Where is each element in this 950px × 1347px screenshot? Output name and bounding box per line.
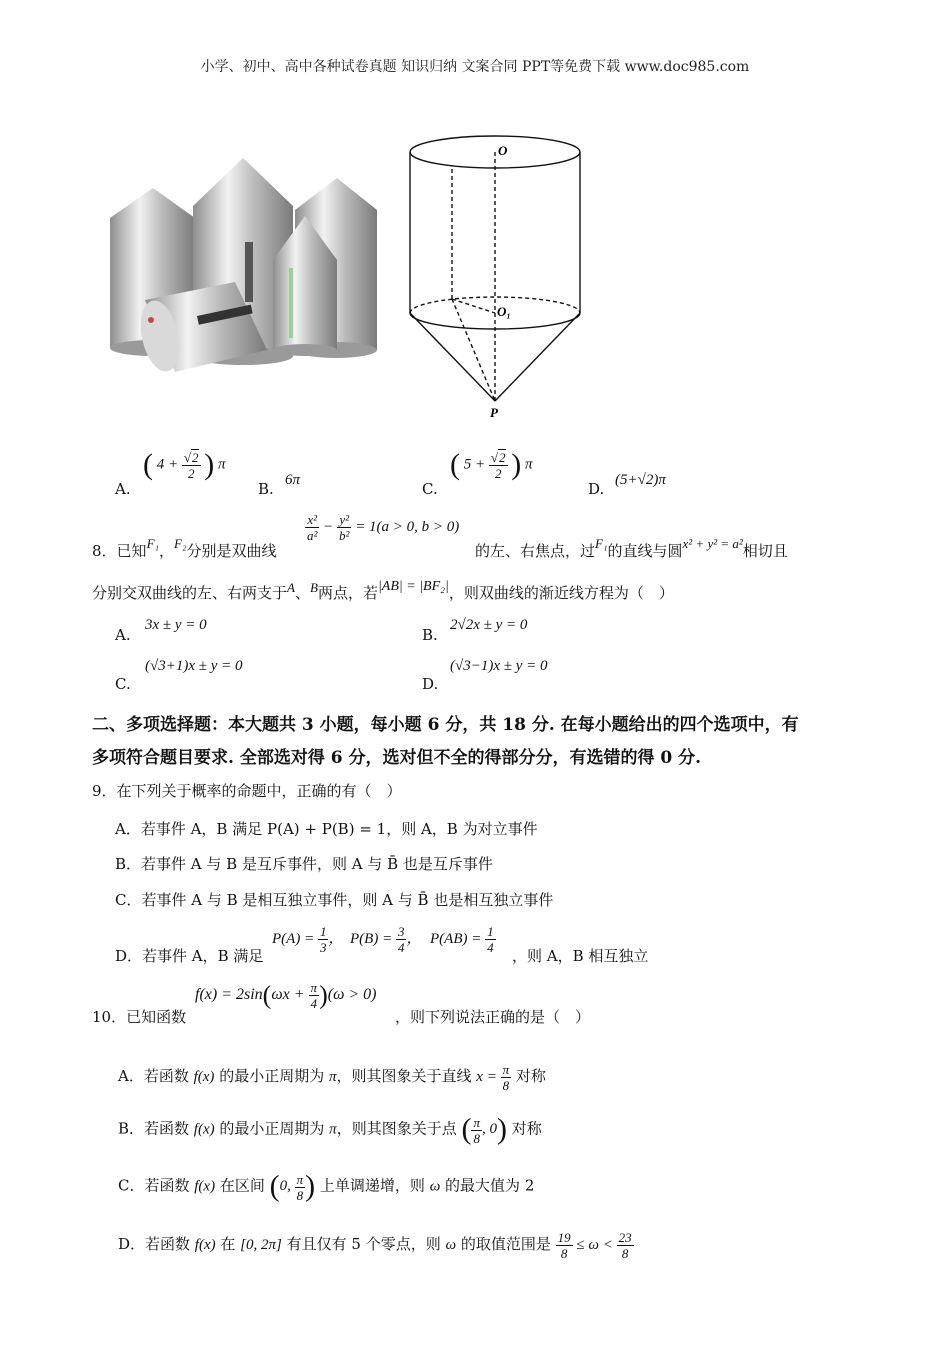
q9-d-pab: P(AB) = $\frac{1}{4}$ [430, 924, 494, 955]
q9-d-pa: P(A) = $\frac{1}{3}$ ， [272, 924, 344, 955]
q10-stem-pre: 10．已知函数 [92, 1008, 187, 1026]
q8-option-a-value: 3x ± y = 0 [145, 617, 207, 633]
silo-photo [105, 150, 390, 385]
radius-line [452, 299, 495, 313]
q8-option-d-label: D. [422, 675, 439, 693]
q7-option-b-value: 6π [285, 472, 301, 488]
q10-option-c: C．若函数 f(x) 在区间 (0, $\frac{\pi}{8}$ ) 上单调递增，则 ω 的最大值为 2 [118, 1170, 535, 1203]
q8-stem-line1: 8．已知F₁，F₂分别是双曲线 [92, 536, 277, 560]
q7-option-b-label: B. [258, 480, 274, 498]
label-O1: O₁ [497, 304, 511, 319]
q10-function: f(x) = 2sin(ωx + $\frac{\pi}{4}$ )(ω > 0) [195, 980, 377, 1011]
q10-option-b: B．若函数 f(x) 的最小正周期为 π，则其图象关于点 ( $\frac{\pi}{8}$ , 0) 对称 [118, 1113, 542, 1146]
hidden-slant [452, 299, 495, 401]
label-O: O [498, 143, 508, 158]
q10-option-a: A．若函数 f(x) 的最小正周期为 π，则其图象关于直线 x = $\frac{\pi}{8}$ 对称 [118, 1062, 546, 1093]
q7-option-c-label: C. [422, 480, 438, 498]
q9-option-c: C．若事件 A 与 B 是相互独立事件，则 A 与 B̄ 也是相互独立事件 [115, 891, 554, 909]
q7-option-d-value: (5+√2)π [615, 472, 666, 488]
q9-option-a: A．若事件 A，B 满足 P(A) + P(B) = 1，则 A，B 为对立事件 [115, 820, 538, 838]
section-2-heading-line1: 二、多项选择题：本大题共 3 小题，每小题 6 分，共 18 分. 在每小题给出的四个选项中，有 [92, 715, 799, 735]
q10-option-d: D．若函数 f(x) 在 [0, 2π] 有且仅有 5 个零点，则 ω 的取值范围是 $\frac{19}{8}$ ≤ ω < $\frac{23}{8}$ [118, 1230, 632, 1261]
q9-option-b: B．若事件 A 与 B 是互斥事件，则 A 与 B̄ 也是互斥事件 [115, 855, 493, 873]
page-header: 小学、初中、高中各种试卷真题 知识归纳 文案合同 PPT等免费下载 www.doc985.com [200, 59, 750, 75]
q8-hyperbola-equation: $\frac{\text{x²}}{\text{a²}}$ − $\frac{\text{y²}}{\text{b²}}$ = 1(a > 0, b > 0) [307, 512, 460, 543]
q8-stem-line1b: 的左、右焦点，过F₁的直线与圆x² + y² = a²相切且 [475, 536, 788, 560]
q8-stem-line2: 分别交双曲线的左、右两支于A、B两点，若|AB| = |BF₂|，则双曲线的渐近线方程为（ ） [92, 579, 674, 602]
q7-option-d-label: D. [588, 480, 605, 498]
q9-d-post: ，则 A，B 相互独立 [512, 947, 649, 965]
cylinder-cone-figure [400, 125, 590, 430]
label-P: P [490, 405, 498, 420]
q8-option-a-label: A. [115, 626, 131, 644]
q8-option-d-value: (√3−1)x ± y = 0 [450, 658, 548, 674]
q8-option-c-label: C. [115, 675, 131, 693]
q9-option-d: D．若事件 A，B 满足 [115, 947, 264, 965]
section-2-heading-line2: 多项符合题目要求. 全部选对得 6 分，选对但不全的得部分分，有选错的得 0 分. [92, 748, 702, 768]
q7-option-a-value: ( 4 + $\frac{√2}{2}$ ) π [143, 448, 226, 481]
q9-stem: 9．在下列关于概率的命题中，正确的有（ ） [92, 782, 402, 800]
q8-option-c-value: (√3+1)x ± y = 0 [145, 658, 243, 674]
q10-stem-post: ，则下列说法正确的是（ ） [395, 1008, 591, 1026]
q9-d-pb: P(B) = $\frac{3}{4}$ ， [350, 924, 422, 955]
q8-option-b-label: B. [422, 626, 438, 644]
q8-number: 8． [92, 542, 117, 560]
q8-option-b-value: 2√2x ± y = 0 [450, 617, 528, 633]
q7-option-a-label: A. [115, 480, 131, 498]
q7-option-c-value: ( 5 + $\frac{√2}{2}$ ) π [450, 448, 533, 481]
